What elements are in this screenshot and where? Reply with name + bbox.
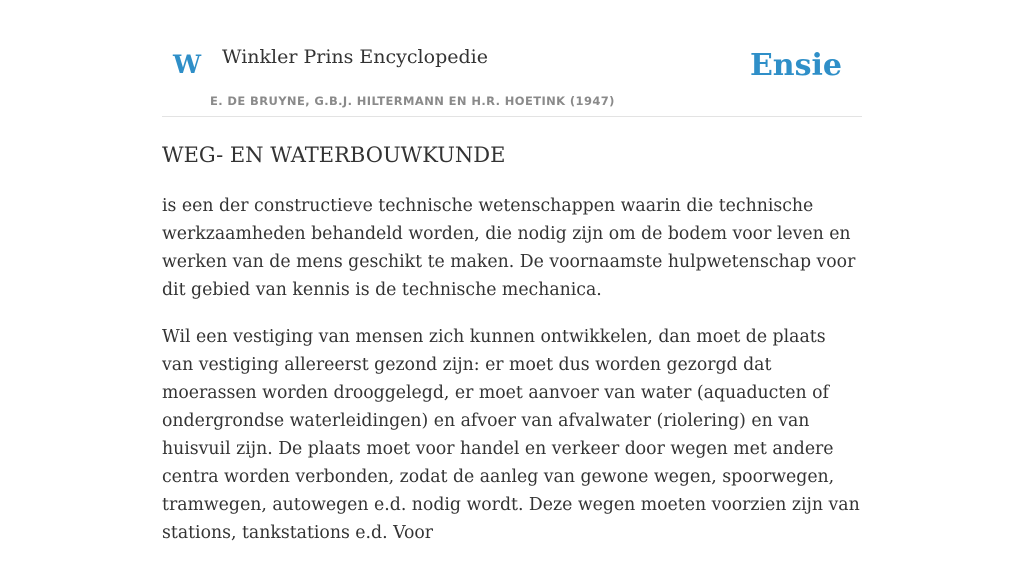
source-header bbox=[162, 0, 862, 117]
source-title-link[interactable]: Winkler Prins Encyclopedie bbox=[222, 46, 488, 68]
article-title: WEG- EN WATERBOUWKUNDE bbox=[162, 143, 506, 167]
article-paragraph: Wil een vestiging van mensen zich kunnen ontwikkelen, dan moet de plaats van vestiging allereerst gezond zijn: er moet dus worden gezorgd dat moerassen worden drooggelegd, er moet aanvoer van water (aquaducten of ondergrondse waterleidingen) en afvoer van afvalwater (riolering) en van huisvuil zijn. De plaats moet voor handel en verkeer door wegen met andere centra worden verbonden, zodat de aanleg van gewone wegen, spoorwegen, tramwegen, autowegen e.d. nodig wordt. Deze wegen moeten voorzien zijn van stations, tankstations e.d. Voor bbox=[162, 327, 860, 543]
article-body bbox=[162, 192, 862, 566]
winkler-prins-logo-icon[interactable]: W bbox=[173, 50, 202, 79]
article-paragraph: is een der constructieve technische wetenschappen waarin die technische werkzaamheden behandeld worden, die nodig zijn om de bodem voor leven en werken van de mens geschikt te maken. De voornaamste hulpwetenschap voor dit gebied van kennis is de technische mechanica. bbox=[162, 196, 856, 300]
ensie-brand-logo[interactable]: Ensie bbox=[749, 48, 842, 83]
source-authors: E. DE BRUYNE, G.B.J. HILTERMANN EN H.R. HOETINK (1947) bbox=[210, 94, 615, 108]
